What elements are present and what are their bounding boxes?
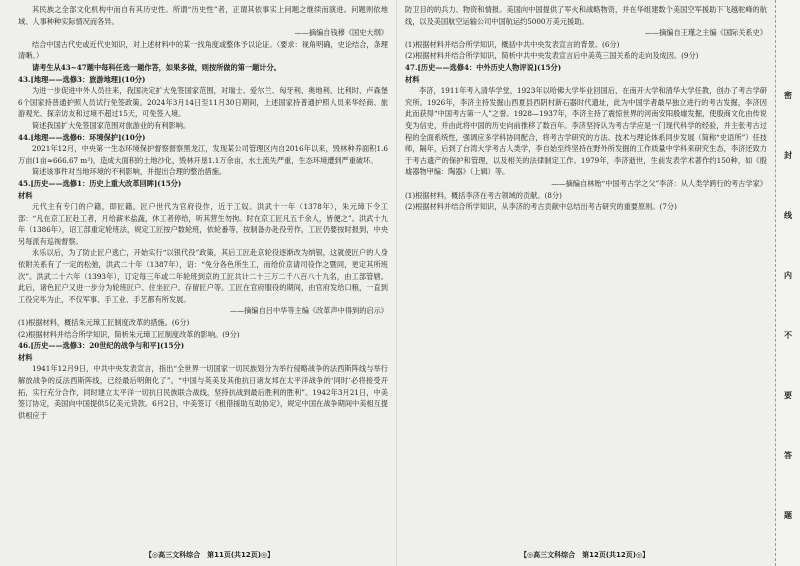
- text-line: 李济，1911年考入清华学堂，1923年以哈佛大学毕业回国后，在南开大学和清华大学任教，创办了考古学研究所。1926年，李济主持发掘山西夏县西阴村新石器时代遗址，此为中国学者最早独立进行的考古发掘，李济因此而获得“中国考古第一人”之誉。1928—1937年，李济主持了震惊世界的河南安阳殷墟发掘，使殷商文化由传说变为信史，并由此将中国的历史向前推移了数百年。李济坚持认为考古学应是一门现代科学的经验，并主张考古过程的全面系统性，强调应多学科协同配合，将考古学研究的方法、技术与理论体系同步发展（简称“史语所”）任技师，隔年，后到了台湾大学考古人类学，李自始至终坚持在野外所发掘的工作质量中学科来研究生态，李济还致力于考古遗产的保护和管理，以及相关的法律制定工作。1979年，李济逝世，生前发表学术著作约150种，如《殷墟器物甲编：陶器》（上辑）等。: [405, 86, 767, 177]
- right-page-footer: 【◎高三文科综合 第12页(共12页)◎】: [520, 551, 650, 559]
- text-line: ——摘编自钱穆《国史大纲》: [294, 28, 388, 38]
- text-line: 47.[历史——选修4：中外历史人物评说](15分): [405, 62, 562, 72]
- binding-margin: [775, 0, 800, 566]
- text-line: 44.[地理——选修6：环境保护](10分): [18, 132, 146, 142]
- left-page: [18, 4, 388, 421]
- page-divider: [396, 0, 397, 566]
- text-line: 简述该事件对当地环境的不利影响，并提出合理的整治措施。: [32, 167, 227, 177]
- binding-char: 答: [784, 451, 792, 460]
- text-line: 43.[地理——选修3：旅游地理](10分): [18, 74, 146, 84]
- text-line: ——摘编自王瑾之主编《国际关系史》: [644, 28, 767, 38]
- text-line: 45.[历史——选修1：历史上重大改革回眸](15分): [18, 178, 182, 188]
- text-line: 材料: [405, 74, 420, 84]
- text-line: 元代主有专门的户籍，即匠籍，匠户世代为官府役作，近于工奴。洪武十一年（1378年），朱元璋下令工部：“凡在京工匠赴工者，月给薪米盐蔬，休工者停给，听其营生勿拘。时在京工匠凡五千余人，皆便之”。洪武十九年（1386年），诏工部重定轮班法，规定工匠按户数轮班，依轮番等，按制备办赴役劳作，工匠仍要按时报到，中央另每派有巡视督察。: [18, 202, 388, 246]
- binding-char: 线: [784, 211, 792, 220]
- text-line: 其民族之全部文化机构中而自有其历史性。所谓“历史性”者，正谓其依事实上问题之继续而演进。问题则依地域、人事种种实际情况而各异。: [18, 5, 388, 26]
- text-line: ——摘编自吕中华等主编《改革声中得到的启示》: [229, 306, 388, 316]
- binding-char: 不: [784, 331, 792, 340]
- text-line: (1)根据材料并结合所学知识，概括中共中央发表宣言的背景。(6分): [405, 39, 620, 49]
- text-line: 46.[历史——选修3：20世纪的战争与和平](15分): [18, 341, 185, 351]
- text-line: (2)根据材料并结合所学知识，简析朱元璋工匠制度改革的影响。(9分): [18, 329, 240, 339]
- text-line: 简述我国扩大免签国家范围对旅游业的有利影响。: [32, 120, 191, 130]
- text-line: ——摘编自林贻“中国考古学之父”李济：从人类学跨行的考古学家》: [551, 178, 767, 188]
- text-line: (1)根据材料，概括朱元璋工匠制度改革的措施。(6分): [18, 318, 190, 328]
- left-page-footer: 【◎高三文科综合 第11页(共12页)◎】: [145, 551, 275, 559]
- text-line: 结合中国古代史或近代史知识，对上述材料中的某一找角度或整体予以论证。（要求：视角明确，史论结合，条理清晰。）: [18, 39, 388, 61]
- binding-char: 题: [784, 511, 792, 520]
- text-line: 1941年12月9日，中共中央发表宣言，指出“全世界一切国家一切民族划分为举行侵略战争的法西斯阵线与举行解放战争的反法西斯阵线，已经最后明朗化了”。“中国与英美及其他抗日诸友邦在太平洋战争的‘同时’必将接受开拓，实行充分合作，同时建立太平洋一切抗日民族联合战线，坚持抗战到最后胜利的胜利”。1942年3月21日，中美签订协定，美国向中国提供5亿美元贷款。6月2日，中美签订《租借援助互助协定》，规定中国在战争期间中美相互提供相应于: [18, 364, 388, 420]
- text-line: (2)根据材料并结合所学知识，简析中共中央发表宣言后中美英三国关系的走向及成因。(9分): [405, 51, 699, 61]
- text-line: 永乐以后，为了防止匠户逃亡，开始实行“以银代役”政策，其后工匠赴京轮役逐渐改为纳银，这就使匠户的人身依附关系有了一定的松弛，洪武二十年（1387年），诏：“免分各色所生工，而给价京请司役作之暨同，更定其所班次”。洪武二十六年（1393年），订定每三年或二年轮班到京的工匠共计二十三万二千八百八十九名，由工部管辖。此后，诸色匠户又进一步分为轮班匠户、住坐匠户、存留匠户等。工匠在官府服役的期间，由官府发给口粮，一直到工役完毕为止，不仅军事、手工业、手艺都有所发展。: [18, 248, 388, 304]
- binding-char: 要: [784, 391, 792, 400]
- right-page: [405, 4, 767, 213]
- text-line: 为进一步促进中外人员往来，我国决定扩大免签国家范围，对瑞士、爱尔兰、匈牙利、奥地利、比利时、卢森堡6个国家持普通护照人员试行免签政策。2024年3月14日至11月30日期间，上述国家持普通护照人员来华经商、旅游观光、探亲访友和过境不超过15天，可免签入境。: [18, 86, 388, 119]
- text-line: (2)根据材料并结合所学知识，从李济的考古贡献中总结出考古研究的重要原则。(7分): [405, 202, 677, 212]
- text-line: (1)根据材料，概括李济在考古领域的贡献。(8分): [405, 190, 562, 200]
- binding-char: 封: [784, 151, 792, 160]
- binding-char: 密: [784, 91, 792, 100]
- text-line: 2021年12月，中央第一生态环境保护督察督察黑龙江，发现某公司管理区内自2016年以来，毁林种养面积1.6万亩(1亩≈666.67 m²)，造成大面积的土地沙化，毁林开垦1.1万余亩，水土流失严重，生态环境遭到严重破坏。: [18, 144, 388, 165]
- binding-char: 内: [784, 271, 792, 280]
- text-line: 材料: [18, 190, 33, 200]
- text-line: 请考生从43~47题中每科任选一题作答，如果多做，则按所做的第一题计分。: [32, 62, 281, 72]
- text-line: 材料: [18, 352, 33, 362]
- text-line: 防卫目的的兵力、物资和情报。美国向中国提供了军火和战略物资，并在华组建数个美国空军援助下飞越驼峰的航线，以及美国航空运输公司中国航运约5000万美元援助。: [405, 5, 767, 26]
